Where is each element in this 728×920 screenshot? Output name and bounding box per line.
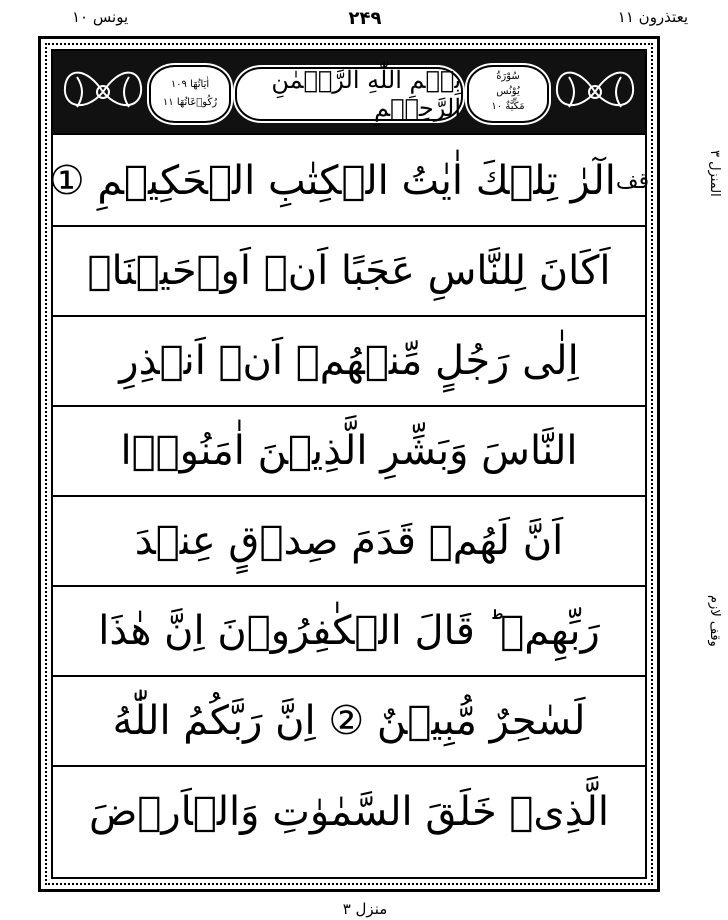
verse-line-text: اِلٰى رَجُلٍ مِّنۡهُمۡ اَنۡ اَنۡذِرِ xyxy=(119,338,579,384)
verse-line-text: لَسٰحِرٌ مُّبِيۡنٌ ② اِنَّ رَبَّكُمُ اللّٰهُ xyxy=(112,698,586,744)
ayat-count: اٰيَاتُهَا ۱۰۹ xyxy=(170,79,210,90)
verse-line xyxy=(53,677,645,767)
verse-line-text: الَّذِىۡ خَلَقَ السَّمٰوٰتِ وَالۡاَرۡضَ xyxy=(89,789,609,835)
floral-ornament-right xyxy=(549,57,641,127)
floral-ornament-left xyxy=(57,57,149,127)
margin-waqf-note: وقف لازم xyxy=(707,595,722,647)
verse-text-area xyxy=(48,137,650,877)
verse-line xyxy=(53,587,645,677)
surah-header-label: یونس ۱۰ xyxy=(72,8,129,26)
verse-line xyxy=(53,497,645,587)
verse-line-text: الٓرٰ تِلۡكَ اٰيٰتُ الۡكِتٰبِ الۡحَكِيۡمِ ① xyxy=(48,158,616,204)
ayat-ruku-cartouche xyxy=(149,65,231,123)
surah-label: سُوْرَةُ xyxy=(496,71,520,82)
verse-line xyxy=(48,137,650,227)
verse-line xyxy=(53,317,645,407)
bismillah: بِسۡمِ اللّٰهِ الرَّحۡمٰنِ الرَّحِيۡمِ xyxy=(235,67,463,121)
surah-banner xyxy=(53,51,645,135)
verse-line-text: اَكَانَ لِلنَّاسِ عَجَبًا اَنۡ اَوۡحَيۡنَاۤ xyxy=(87,248,611,294)
ruku-count: رُكُوۡعَاتُهَا ۱۱ xyxy=(162,97,218,108)
verse-line-text: النَّاسَ وَبَشِّرِ الَّذِيۡنَ اٰمَنُوۡۤا xyxy=(120,428,578,474)
surah-name: يُوْنُس xyxy=(496,86,520,97)
verse-line-text: رَبِّهِمۡ ؕ قَالَ الۡكٰفِرُوۡنَ اِنَّ هٰذَا xyxy=(98,608,600,654)
juz-header-label: یعتذرون ۱۱ xyxy=(617,8,688,26)
surah-revelation: مَكِّيَّةٌ ۱۰ xyxy=(491,101,525,112)
page-number: ۲۴۹ xyxy=(348,8,382,29)
page-frame xyxy=(38,36,660,892)
page-header xyxy=(0,8,728,34)
verse-line-text: اَنَّ لَهُمۡ قَدَمَ صِدۡقٍ عِنۡدَ xyxy=(134,518,564,564)
verse-line xyxy=(53,407,645,497)
surah-name-cartouche xyxy=(467,65,549,123)
waqf-mark: قف xyxy=(615,168,650,194)
verse-line xyxy=(53,227,645,317)
margin-manzil-note: المنزل ۳ xyxy=(707,150,722,197)
manzil-footer: منزل ۳ xyxy=(342,900,388,918)
verse-line xyxy=(53,767,645,857)
